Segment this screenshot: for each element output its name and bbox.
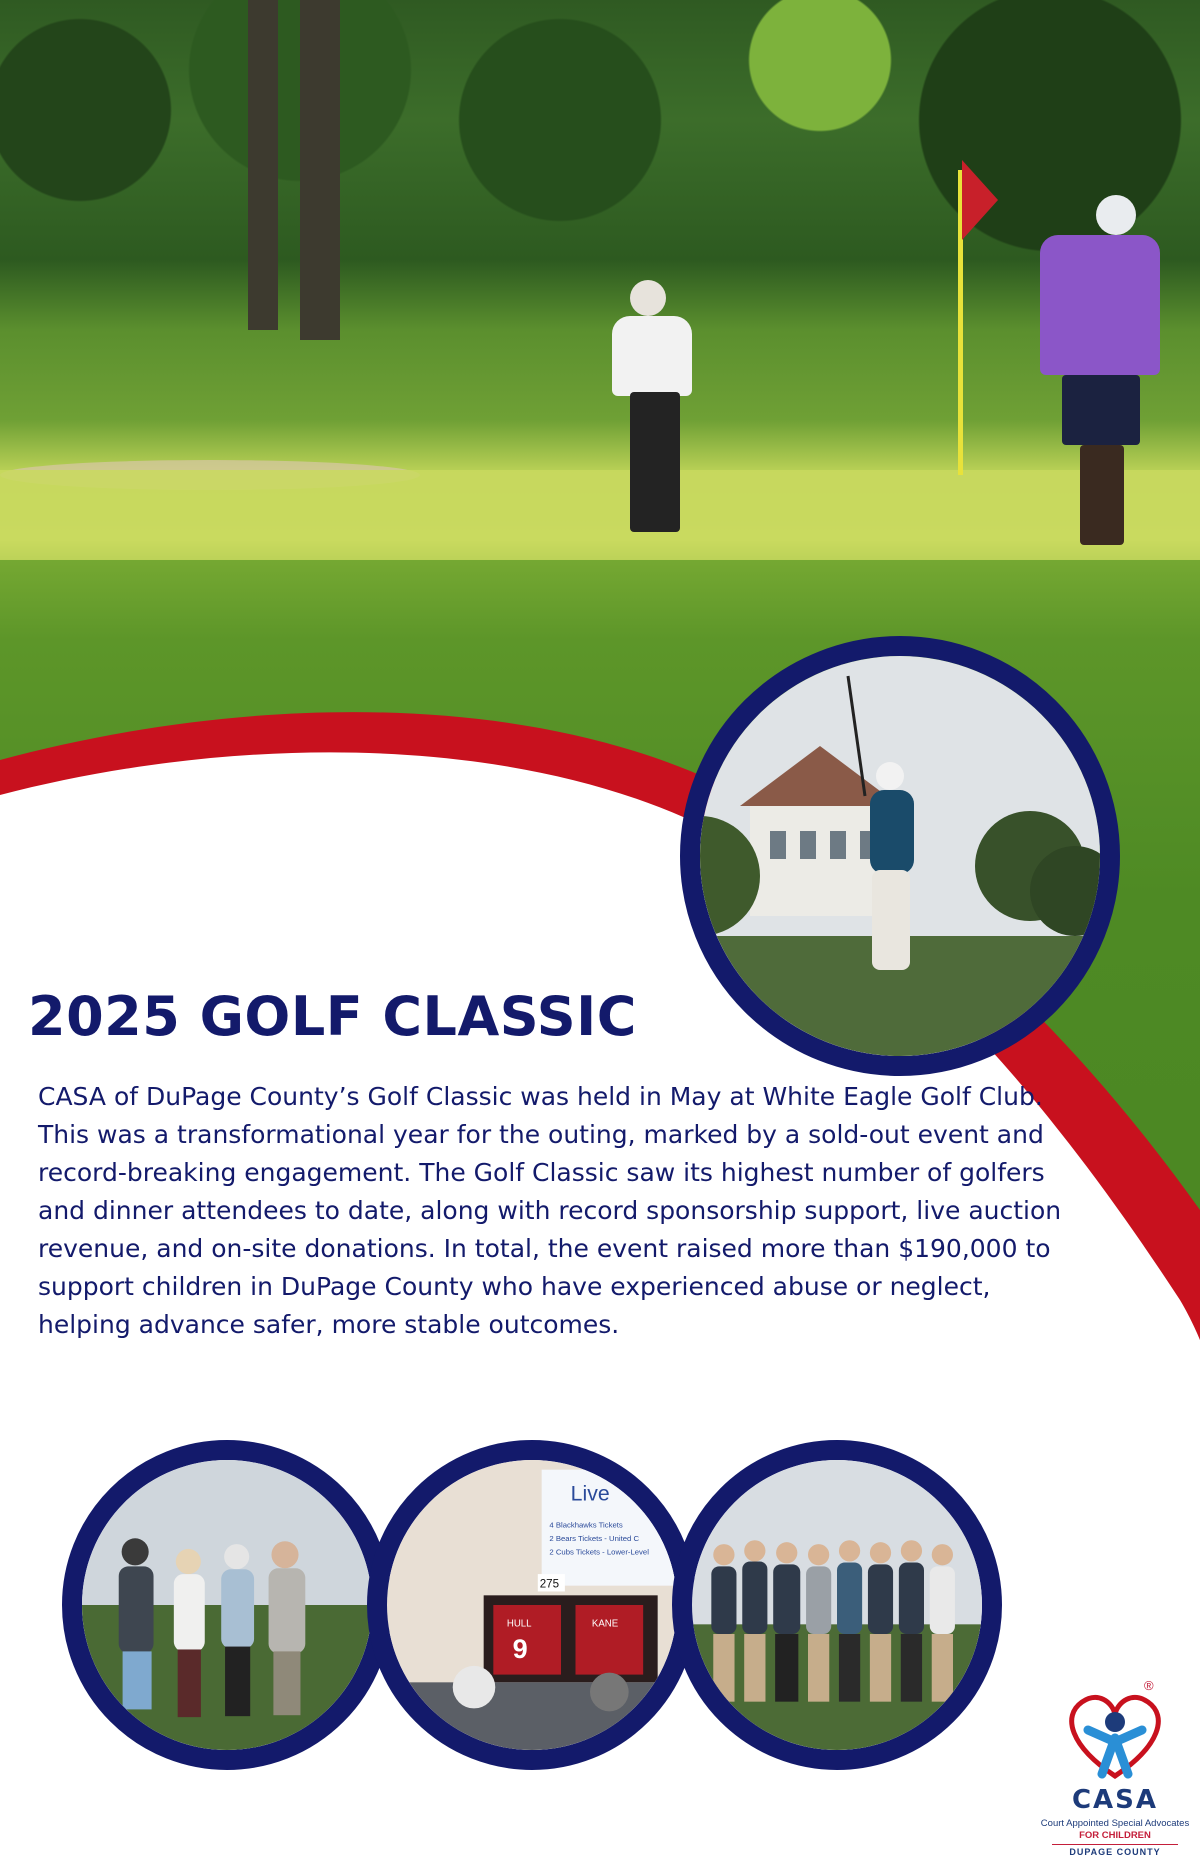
photo-circle-large-group — [672, 1440, 1002, 1770]
photo-circle-auction — [367, 1440, 697, 1770]
logo-divider — [1052, 1844, 1178, 1845]
jersey-left-name: HULL — [506, 1618, 532, 1630]
casa-logo — [1040, 1678, 1190, 1855]
logo-wordmark: CASA — [1071, 1785, 1159, 1815]
page-title: 2025 GOLF CLASSIC — [28, 985, 637, 1048]
photo-circle-foursome — [62, 1440, 392, 1770]
logo-for-children: FOR CHILDREN — [1079, 1830, 1151, 1841]
registered-mark: ® — [1144, 1678, 1154, 1693]
foursome-photo — [82, 1460, 372, 1750]
auction-photo — [387, 1460, 677, 1750]
tee-shot-photo — [700, 656, 1100, 1056]
screen-heading: Live — [570, 1481, 610, 1506]
auction-paddle: 275 — [539, 1577, 560, 1591]
photo-circle-tee-shot — [680, 636, 1120, 1076]
casa-heart-figure-icon — [1040, 1678, 1190, 1788]
jersey-left-number: 9 — [512, 1634, 528, 1665]
jersey-right-name: KANE — [591, 1618, 619, 1630]
logo-county: DUPAGE COUNTY — [1069, 1847, 1161, 1855]
screen-line-2: 2 Bears Tickets - United C — [549, 1534, 640, 1544]
screen-line-1: 4 Blackhawks Tickets — [549, 1520, 623, 1530]
logo-tagline: Court Appointed Special Advocates — [1040, 1818, 1190, 1829]
event-description: CASA of DuPage County’s Golf Classic was held in May at White Eagle Golf Club. This was a transformational year for the outing, marked by a sold-out event and record-breaking engagement. The Golf Classic saw its highest number of golfers and dinner attendees to date, along with record sponsorship support, live auction revenue, and on-site donations. In total, the event raised more than $190,000 to support children in DuPage County who have experienced abuse or neglect, helping advance safer, more stable outcomes. — [38, 1082, 1062, 1339]
large-group-photo — [692, 1460, 982, 1750]
screen-line-3: 2 Cubs Tickets - Lower-Level — [549, 1547, 649, 1557]
